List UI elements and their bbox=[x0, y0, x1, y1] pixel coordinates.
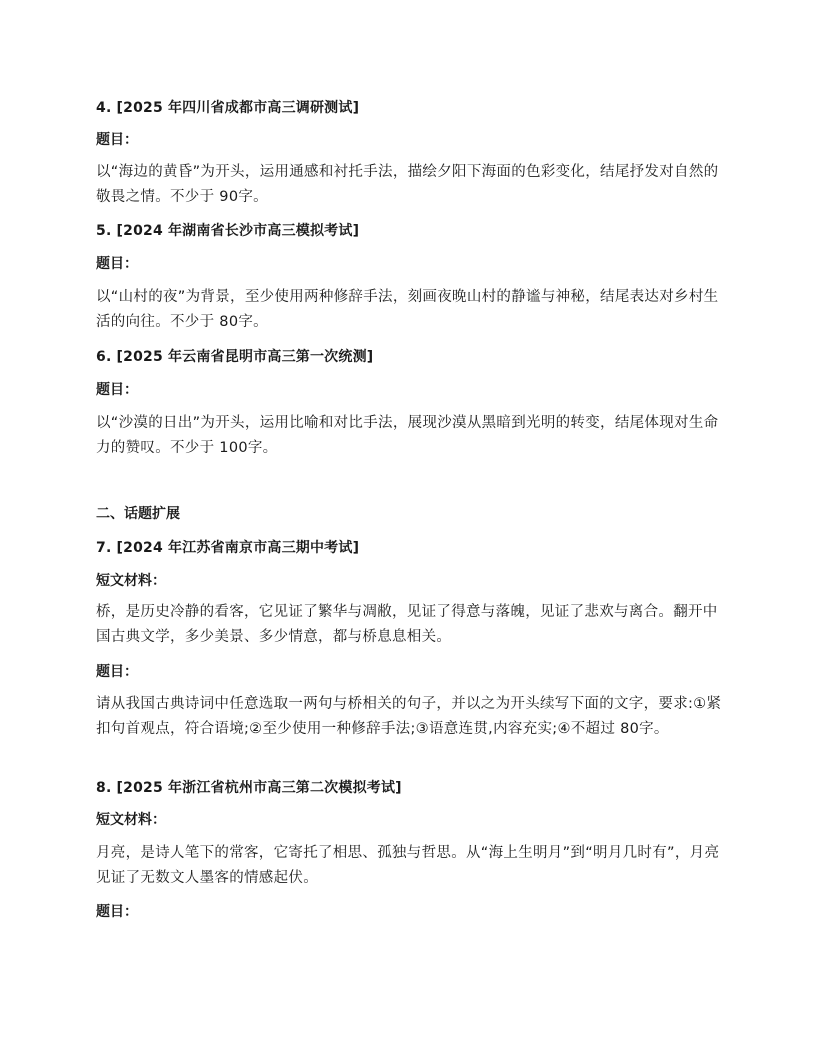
item-4-question-label: 题目： bbox=[96, 132, 138, 148]
item-5-heading: 5. [2024 年湖南省长沙市高三模拟考试] bbox=[96, 223, 360, 239]
item-7-heading: 7. [2024 年江苏省南京市高三期中考试] bbox=[96, 540, 360, 556]
item-6-question-text: 以“沙漠的日出”为开头，运用比喻和对比手法，展现沙漠从黑暗到光明的转变，结尾体现对生命力的赞叹。不少于 100字。 bbox=[96, 415, 719, 456]
item-6-question-label: 题目： bbox=[96, 382, 138, 398]
item-8-material-label: 短文材料： bbox=[96, 812, 166, 828]
item-7-material-label: 短文材料： bbox=[96, 573, 166, 589]
item-4-question-text: 以“海边的黄昏”为开头，运用通感和衬托手法，描绘夕阳下海面的色彩变化，结尾抒发对自然的敬畏之情。不少于 90字。 bbox=[96, 164, 719, 205]
item-7-question-label: 题目： bbox=[96, 664, 138, 680]
item-6-heading: 6. [2025 年云南省昆明市高三第一次统测] bbox=[96, 349, 374, 365]
item-7-material-text: 桥，是历史冷静的看客，它见证了繁华与凋敝，见证了得意与落魄，见证了悲欢与离合。翻开中国古典文学，多少美景、多少情意，都与桥息息相关。 bbox=[96, 604, 718, 645]
item-7-question-text: 请从我国古典诗词中任意选取一两句与桥相关的句子，并以之为开头续写下面的文字，要求:①紧扣句首观点，符合语境;②至少使用一种修辞手法;③语意连贯,内容充实;④不超过 80字。 bbox=[96, 696, 722, 737]
item-5-question-text: 以“山村的夜”为背景，至少使用两种修辞手法，刻画夜晚山村的静谧与神秘，结尾表达对乡村生活的向往。不少于 80字。 bbox=[96, 289, 719, 330]
item-8-material-text: 月亮，是诗人笔下的常客，它寄托了相思、孤独与哲思。从“海上生明月”到“明月几时有”，月亮见证了无数文人墨客的情感起伏。 bbox=[96, 845, 720, 886]
item-8-question-label: 题目： bbox=[96, 904, 138, 920]
item-8-heading: 8. [2025 年浙江省杭州市高三第二次模拟考试] bbox=[96, 780, 402, 796]
item-5-question-label: 题目： bbox=[96, 256, 138, 272]
section-2-title: 二、话题扩展 bbox=[96, 506, 180, 522]
item-4-heading: 4. [2025 年四川省成都市高三调研测试] bbox=[96, 100, 360, 116]
